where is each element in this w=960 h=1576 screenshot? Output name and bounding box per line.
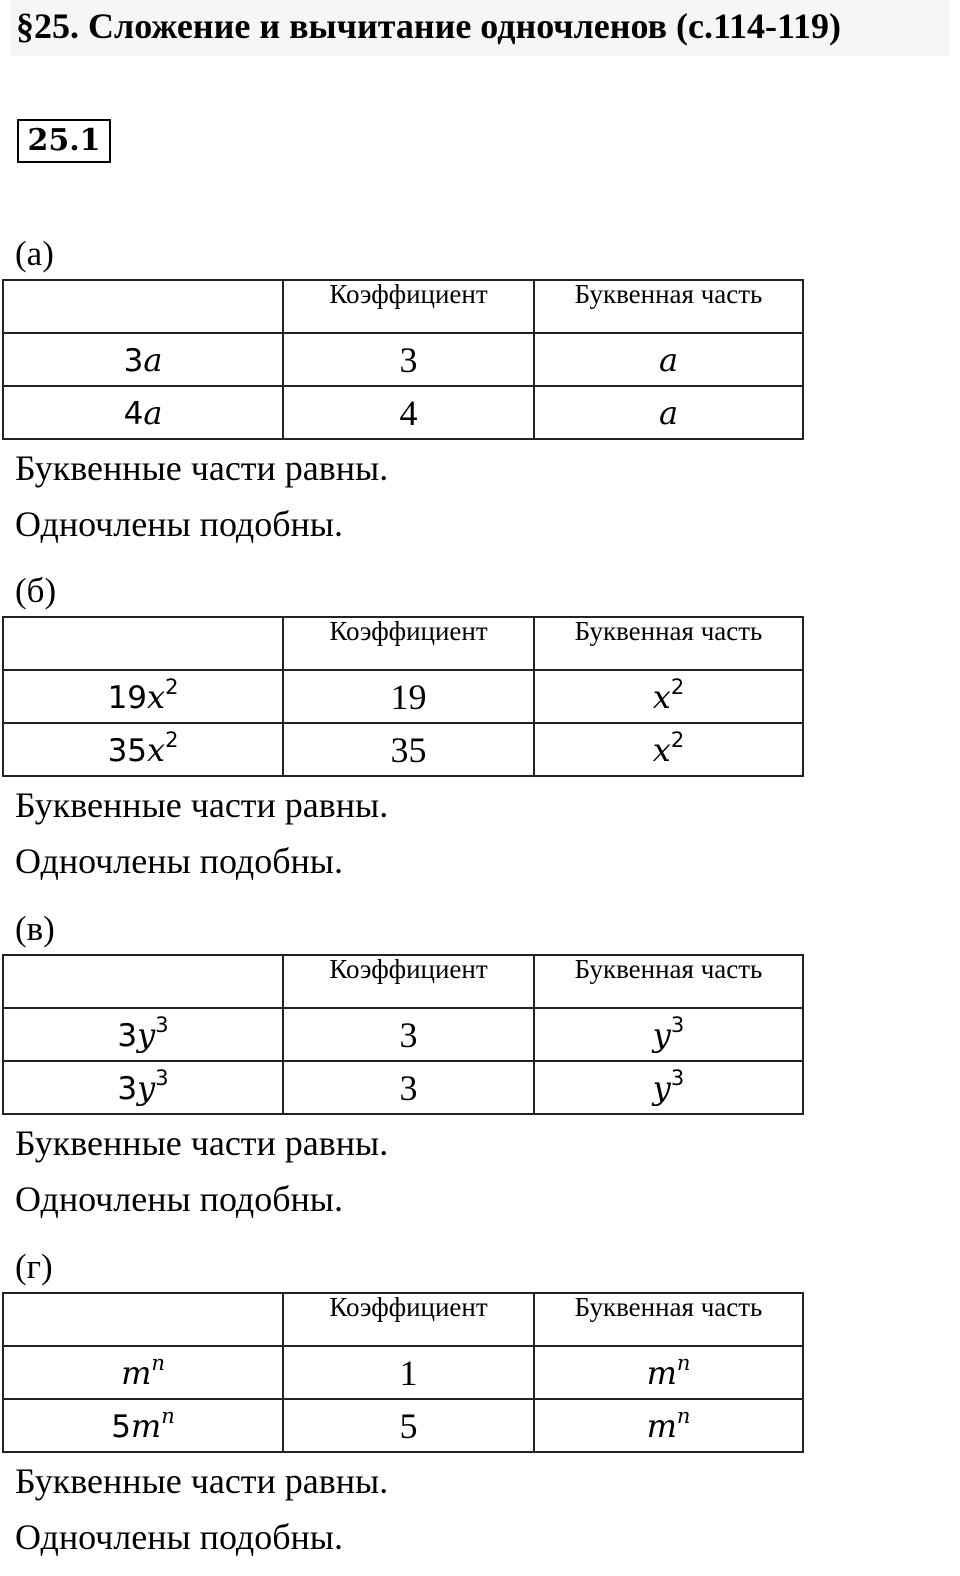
- header-cell-empty: [3, 1293, 283, 1346]
- header-cell-literal-part: Буквенная часть: [534, 1293, 803, 1346]
- literal-part-cell: $m^n$: [534, 1399, 803, 1452]
- coefficient-cell: 3: [283, 333, 534, 386]
- literal-part-cell: $y^3$: [534, 1061, 803, 1114]
- part-a: [2, 234, 902, 552]
- monomial-cell: $3y^3$: [3, 1061, 283, 1114]
- coefficient-cell: 5: [283, 1399, 534, 1452]
- header-cell-literal-part: Буквенная часть: [534, 955, 803, 1008]
- monomial-table: [2, 954, 804, 1115]
- table-row: [3, 1008, 803, 1061]
- conclusion-literal-equal: Буквенные части равны.: [15, 448, 389, 488]
- table-header-row: [3, 955, 803, 1008]
- conclusion-literal-equal: Буквенные части равны.: [15, 1461, 389, 1501]
- table-row: [3, 670, 803, 723]
- monomial-table: [2, 279, 804, 440]
- coefficient-cell: 3: [283, 1008, 534, 1061]
- header-cell-literal-part: Буквенная часть: [534, 280, 803, 333]
- header-cell-coefficient: Коэффициент: [283, 955, 534, 1008]
- coefficient-cell: 4: [283, 386, 534, 439]
- part-label: (г): [15, 1247, 53, 1286]
- monomial-cell: $19x^2$: [3, 670, 283, 723]
- monomial-cell: 3a: [3, 333, 283, 386]
- page-title: §25. Сложение и вычитание одночленов (с.114-119): [16, 6, 842, 46]
- monomial-cell: $5m^n$: [3, 1399, 283, 1452]
- monomial-table: [2, 616, 804, 777]
- task-number-box: 25.1: [17, 119, 111, 163]
- conclusion-similar: Одночлены подобны.: [15, 1517, 343, 1557]
- coefficient-cell: 1: [283, 1346, 534, 1399]
- coefficient-cell: 3: [283, 1061, 534, 1114]
- table-row: [3, 1346, 803, 1399]
- table-row: [3, 723, 803, 776]
- part-label: (а): [15, 234, 54, 273]
- part-b: [2, 571, 902, 889]
- table-row: [3, 386, 803, 439]
- table-header-row: [3, 617, 803, 670]
- table-row: [3, 333, 803, 386]
- header-cell-empty: [3, 280, 283, 333]
- table-row: [3, 1061, 803, 1114]
- table-header-row: [3, 280, 803, 333]
- literal-part-cell: a: [534, 333, 803, 386]
- header-cell-literal-part: Буквенная часть: [534, 617, 803, 670]
- part-d: [2, 1247, 902, 1565]
- monomial-cell: $35x^2$: [3, 723, 283, 776]
- header-cell-empty: [3, 955, 283, 1008]
- literal-part-cell: $x^2$: [534, 670, 803, 723]
- table-row: [3, 1399, 803, 1452]
- part-c: [2, 909, 902, 1227]
- literal-part-cell: $y^3$: [534, 1008, 803, 1061]
- header-cell-empty: [3, 617, 283, 670]
- conclusion-literal-equal: Буквенные части равны.: [15, 785, 389, 825]
- part-label: (в): [15, 909, 55, 948]
- literal-part-cell: $m^n$: [534, 1346, 803, 1399]
- coefficient-cell: 19: [283, 670, 534, 723]
- header-cell-coefficient: Коэффициент: [283, 280, 534, 333]
- table-header-row: [3, 1293, 803, 1346]
- monomial-cell: $3y^3$: [3, 1008, 283, 1061]
- literal-part-cell: $x^2$: [534, 723, 803, 776]
- monomial-cell: $m^n$: [3, 1346, 283, 1399]
- conclusion-similar: Одночлены подобны.: [15, 841, 343, 881]
- monomial-cell: 4a: [3, 386, 283, 439]
- coefficient-cell: 35: [283, 723, 534, 776]
- literal-part-cell: a: [534, 386, 803, 439]
- conclusion-literal-equal: Буквенные части равны.: [15, 1123, 389, 1163]
- header-cell-coefficient: Коэффициент: [283, 1293, 534, 1346]
- conclusion-similar: Одночлены подобны.: [15, 504, 343, 544]
- monomial-table: [2, 1292, 804, 1453]
- conclusion-similar: Одночлены подобны.: [15, 1179, 343, 1219]
- header-cell-coefficient: Коэффициент: [283, 617, 534, 670]
- part-label: (б): [15, 571, 57, 610]
